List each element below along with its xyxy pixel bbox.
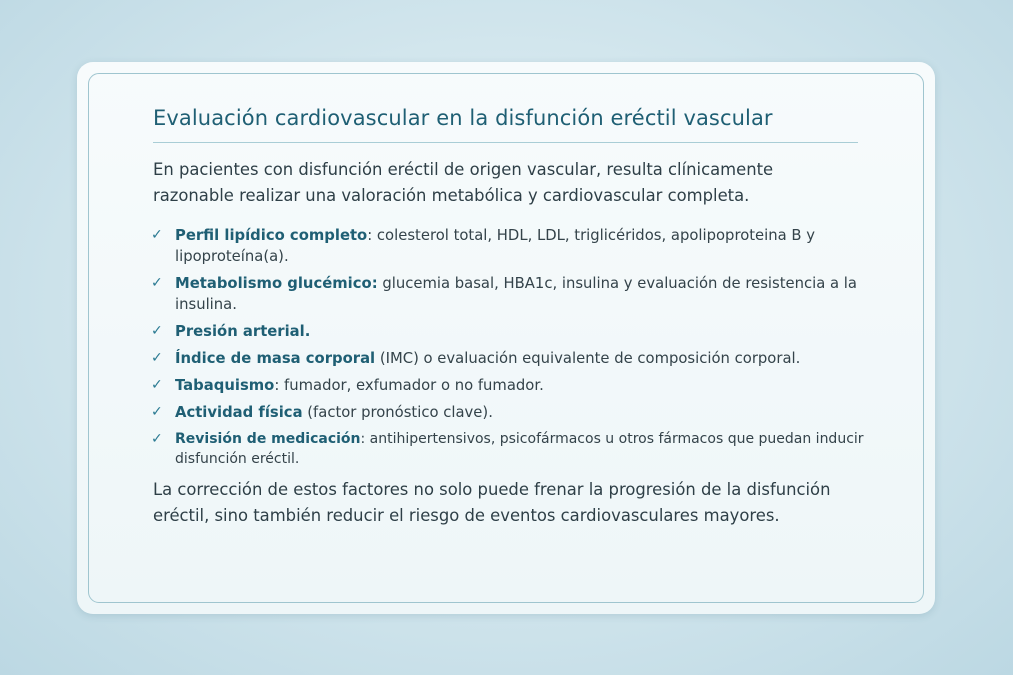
check-icon: ✓ (151, 404, 163, 420)
check-icon: ✓ (151, 377, 163, 393)
intro-paragraph: En pacientes con disfunción eréctil de origen vascular, resulta clínicamente razonable realizar una valoración metabólica y cardiovascular completa. (153, 160, 774, 205)
list-item (153, 225, 869, 267)
item-heading: Actividad física (175, 404, 303, 421)
conclusion-paragraph: La corrección de estos factores no solo puede frenar la progresión de la disfunción eréctil, sino también reducir el riesgo de eventos cardiovasculares mayores. (153, 480, 831, 525)
item-heading: Perfil lipídico completo (175, 227, 368, 244)
item-heading: Tabaquismo (175, 377, 275, 394)
check-icon: ✓ (151, 275, 163, 291)
list-item (153, 429, 869, 469)
item-detail: (factor pronóstico clave). (302, 404, 493, 421)
item-heading: Revisión de medicación (175, 431, 361, 447)
item-detail: glucemia basal, HBA1c, insulina y evaluación de resistencia a la insulina. (175, 275, 857, 313)
check-icon: ✓ (151, 431, 163, 447)
list-item (153, 348, 869, 369)
card-content (153, 102, 869, 529)
info-card (77, 62, 935, 614)
check-icon: ✓ (151, 227, 163, 243)
list-item (153, 375, 869, 396)
item-detail: : antihipertensivos, psicofármacos u otros fármacos que puedan inducir disfunción eréctil. (175, 431, 864, 467)
item-detail: : colesterol total, HDL, LDL, triglicéridos, apolipoproteina B y lipoproteína(a). (175, 227, 816, 265)
item-detail: (IMC) o evaluación equivalente de composición corporal. (375, 350, 801, 367)
check-icon: ✓ (151, 350, 163, 366)
item-heading: Presión arterial. (175, 323, 311, 340)
evaluation-checklist (153, 225, 869, 469)
item-detail: : fumador, exfumador o no fumador. (274, 377, 544, 394)
list-item (153, 321, 869, 342)
card-title: Evaluación cardiovascular en la disfunción eréctil vascular (153, 106, 773, 130)
list-item (153, 402, 869, 423)
title-divider (153, 142, 858, 143)
check-icon: ✓ (151, 323, 163, 339)
item-heading: Índice de masa corporal (175, 350, 376, 367)
item-heading: Metabolismo glucémico: (175, 275, 378, 292)
list-item (153, 273, 869, 315)
